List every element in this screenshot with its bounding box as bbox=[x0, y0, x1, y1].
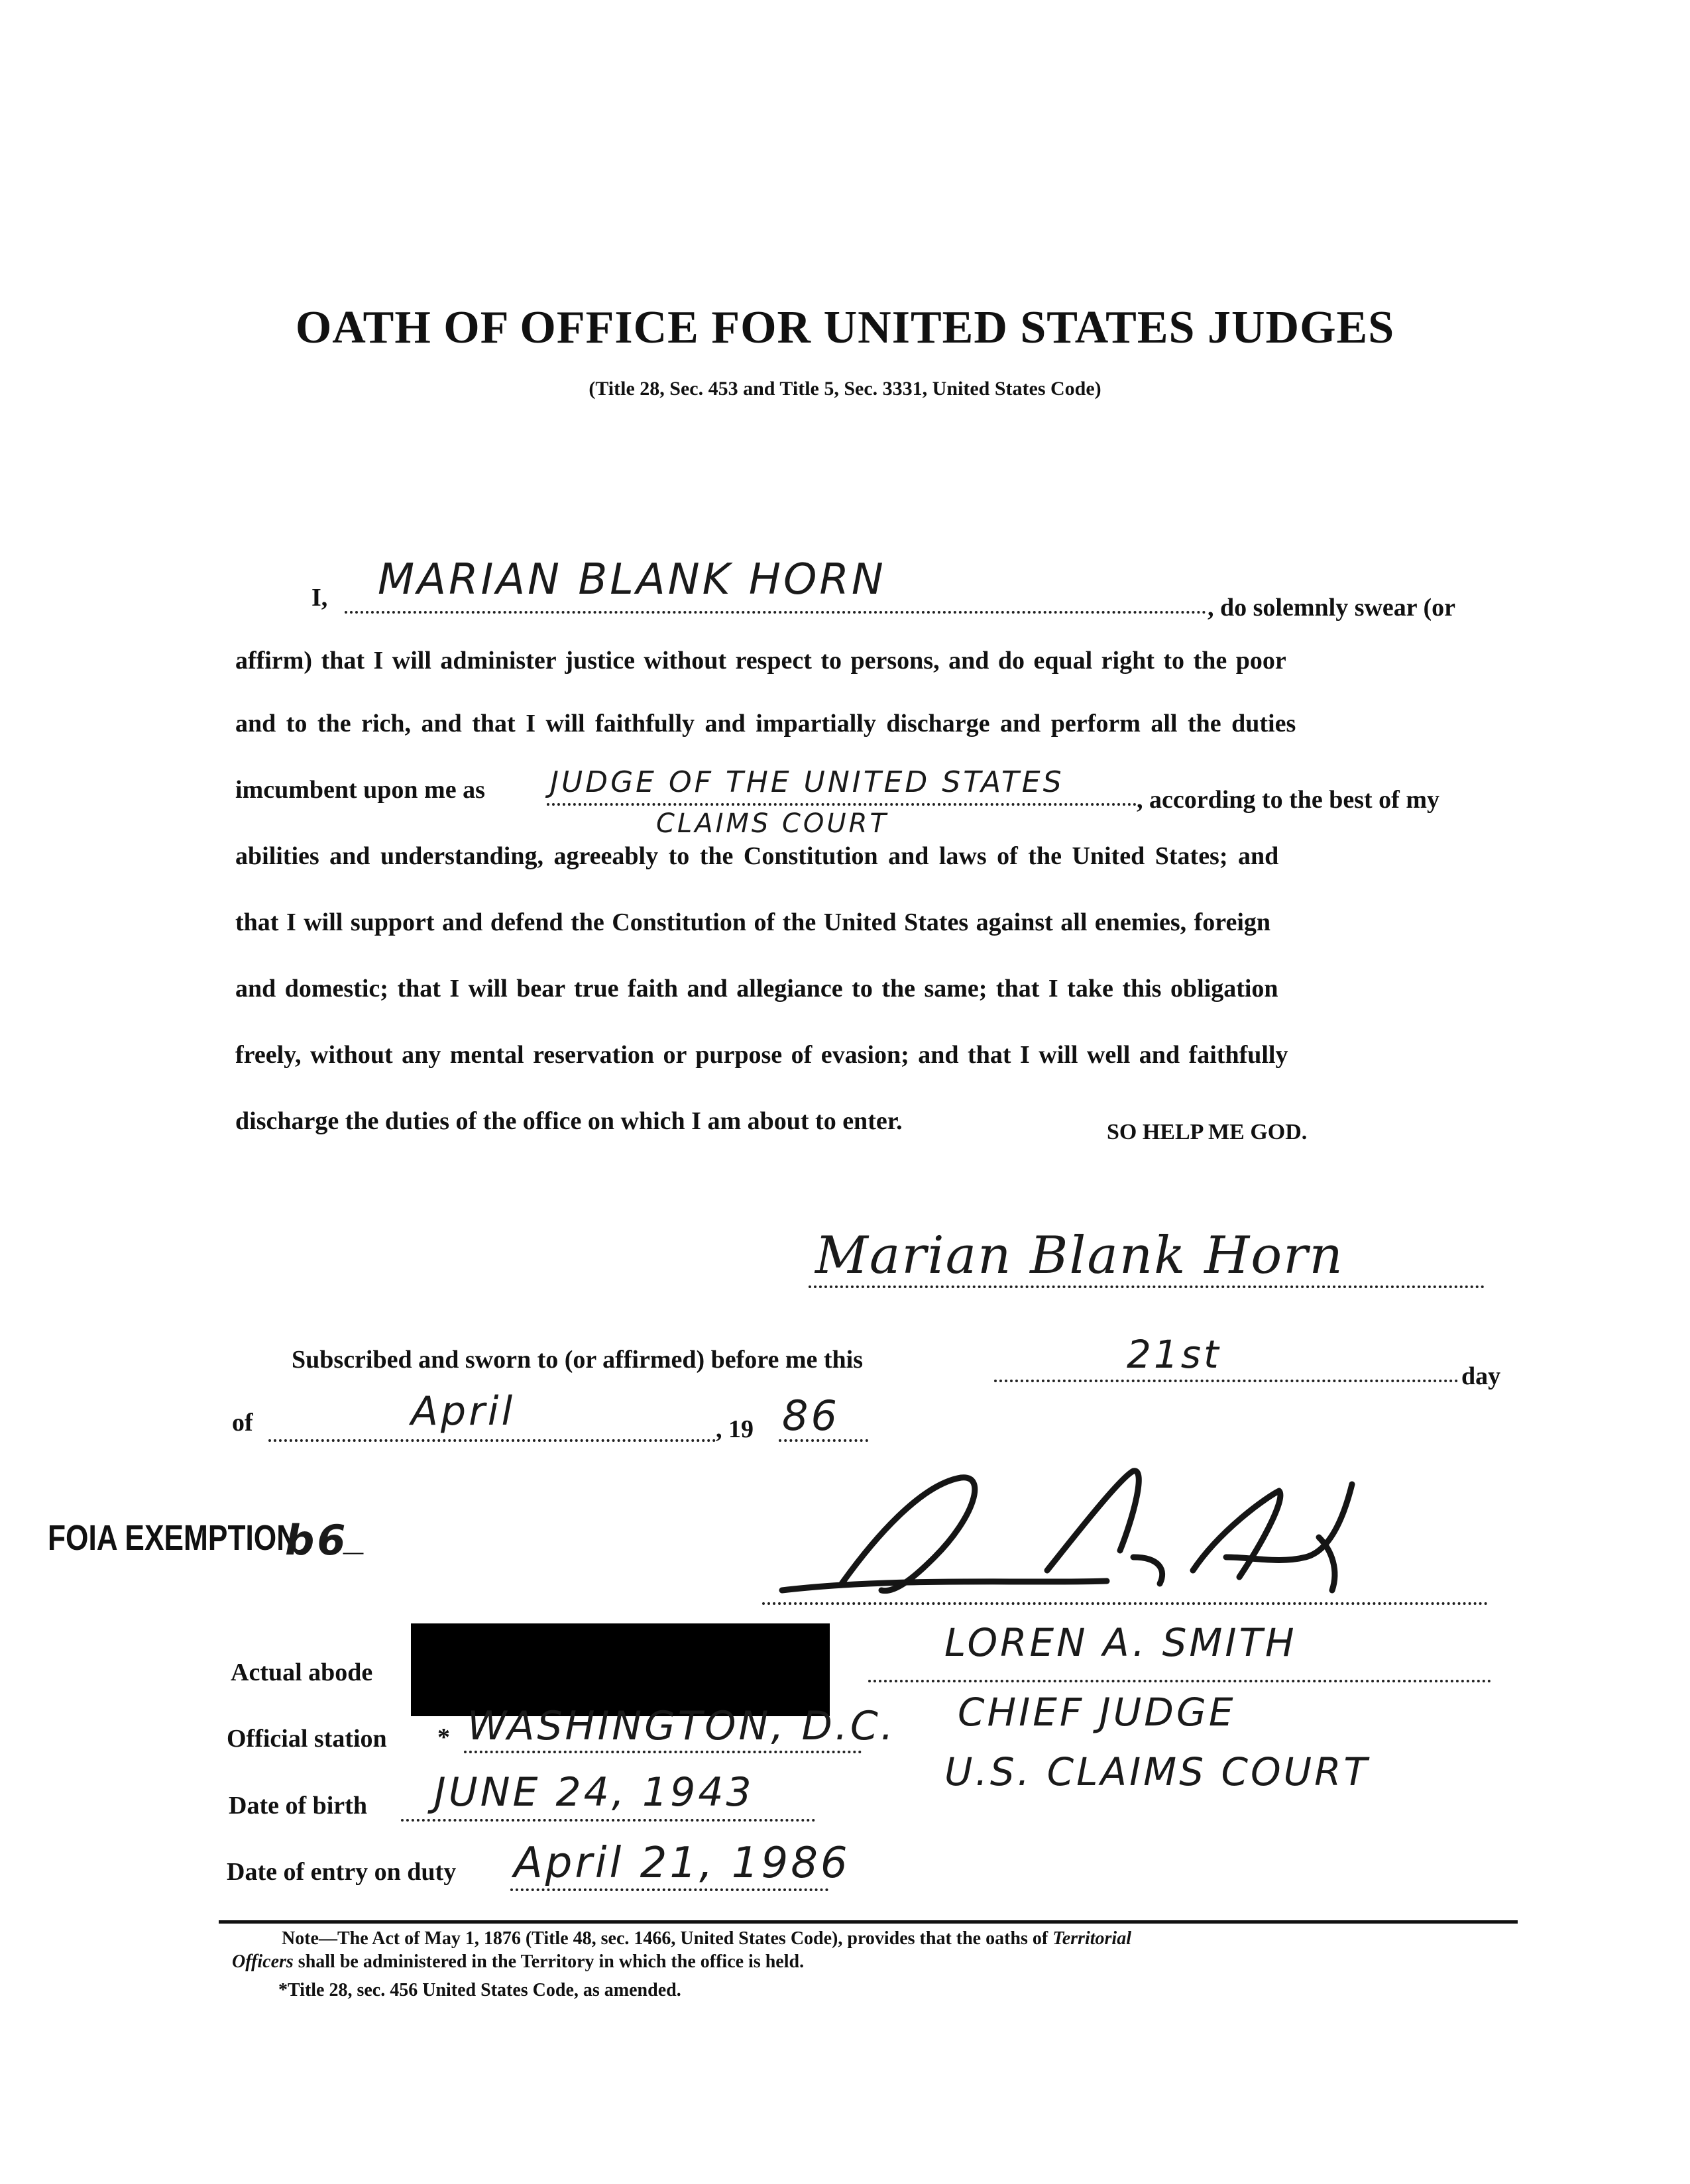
oath-line-3: and to the rich, and that I will faithfully and impartially discharge and perform all the duties bbox=[235, 710, 1296, 737]
official-station-value: WASHINGTON, D.C. bbox=[467, 1703, 896, 1749]
birth-dotted-line bbox=[401, 1819, 815, 1822]
foia-exemption-underscore: _ bbox=[343, 1518, 364, 1558]
officer-signature-line bbox=[762, 1602, 1488, 1605]
footnote-title-28: *Title 28, sec. 456 United States Code, as amended. bbox=[278, 1980, 681, 2000]
date-of-birth-label: Date of birth bbox=[229, 1792, 367, 1820]
month-dotted-line bbox=[268, 1439, 716, 1442]
office-dotted-line bbox=[547, 803, 1137, 806]
day-handwritten: 21st bbox=[1127, 1332, 1221, 1377]
date-of-entry-value: April 21, 1986 bbox=[514, 1839, 850, 1888]
foia-exemption-code: b6 bbox=[285, 1516, 349, 1564]
note-line-2: Officers shall be administered in the Territory in which the office is held. bbox=[232, 1951, 805, 1972]
note-line-1: Note—The Act of May 1, 1876 (Title 48, sec. 1466, United States Code), provides that the oaths of Territorial bbox=[282, 1928, 1131, 1949]
oath-line-7: and domestic; that I will bear true faith and allegiance to the same; that I take this obligation bbox=[235, 975, 1278, 1003]
judge-signature-line bbox=[809, 1285, 1485, 1288]
name-dotted-line bbox=[345, 611, 1206, 614]
year-prefix: , 19 bbox=[716, 1415, 754, 1443]
notes-divider bbox=[219, 1920, 1518, 1924]
actual-abode-label: Actual abode bbox=[231, 1659, 373, 1686]
subscribed-text: Subscribed and sworn to (or affirmed) before me this bbox=[292, 1346, 863, 1374]
oath-closing: SO HELP ME GOD. bbox=[1107, 1120, 1308, 1144]
date-of-birth-value: JUNE 24, 1943 bbox=[434, 1769, 754, 1816]
officer-name-line bbox=[868, 1680, 1491, 1682]
oath-line-4-start: imcumbent upon me as bbox=[235, 776, 485, 804]
of-label: of bbox=[232, 1409, 253, 1437]
officer-title-line-2: U.S. CLAIMS COURT bbox=[944, 1749, 1370, 1794]
oath-line-4-end: , according to the best of my bbox=[1137, 786, 1439, 814]
oath-intro: I, bbox=[311, 584, 328, 612]
entry-dotted-line bbox=[510, 1888, 828, 1891]
officer-title-line-1: CHIEF JUDGE bbox=[958, 1690, 1236, 1735]
official-station-label: Official station bbox=[227, 1725, 387, 1753]
name-handwritten: MARIAN BLANK HORN bbox=[378, 555, 886, 604]
oath-after-name: , do solemnly swear (or bbox=[1208, 594, 1455, 622]
date-of-entry-label: Date of entry on duty bbox=[227, 1858, 457, 1886]
year-handwritten: 86 bbox=[782, 1392, 840, 1440]
oath-line-5: abilities and understanding, agreeably to the Constitution and laws of the United States; and bbox=[235, 842, 1279, 870]
month-handwritten: April bbox=[411, 1388, 516, 1435]
oath-line-9: discharge the duties of the office on which I am about to enter. bbox=[235, 1107, 903, 1135]
officer-printed-name: LOREN A. SMITH bbox=[944, 1620, 1297, 1665]
oath-line-6: that I will support and defend the Constitution of the United States against all enemies, foreign bbox=[235, 908, 1271, 936]
redacted-abode bbox=[411, 1623, 830, 1716]
document-subtitle: (Title 28, Sec. 453 and Title 5, Sec. 3331, United States Code) bbox=[589, 378, 1101, 400]
office-handwritten-line-2: CLAIMS COURT bbox=[656, 808, 889, 839]
day-label: day bbox=[1461, 1362, 1501, 1390]
foia-exemption-label: FOIA EXEMPTION bbox=[48, 1518, 298, 1558]
officer-signature bbox=[762, 1458, 1392, 1610]
judge-signature: Marian Blank Horn bbox=[815, 1226, 1344, 1285]
official-station-marker: * bbox=[437, 1723, 450, 1751]
oath-line-2: affirm) that I will administer justice without respect to persons, and do equal right to the poor bbox=[235, 647, 1286, 675]
day-dotted-line bbox=[994, 1380, 1458, 1382]
document-title: OATH OF OFFICE FOR UNITED STATES JUDGES bbox=[295, 302, 1395, 353]
office-handwritten-line-1: JUDGE OF THE UNITED STATES bbox=[550, 765, 1064, 799]
oath-line-8: freely, without any mental reservation or purpose of evasion; and that I will well and faithfully bbox=[235, 1041, 1288, 1069]
station-dotted-line bbox=[464, 1751, 862, 1753]
